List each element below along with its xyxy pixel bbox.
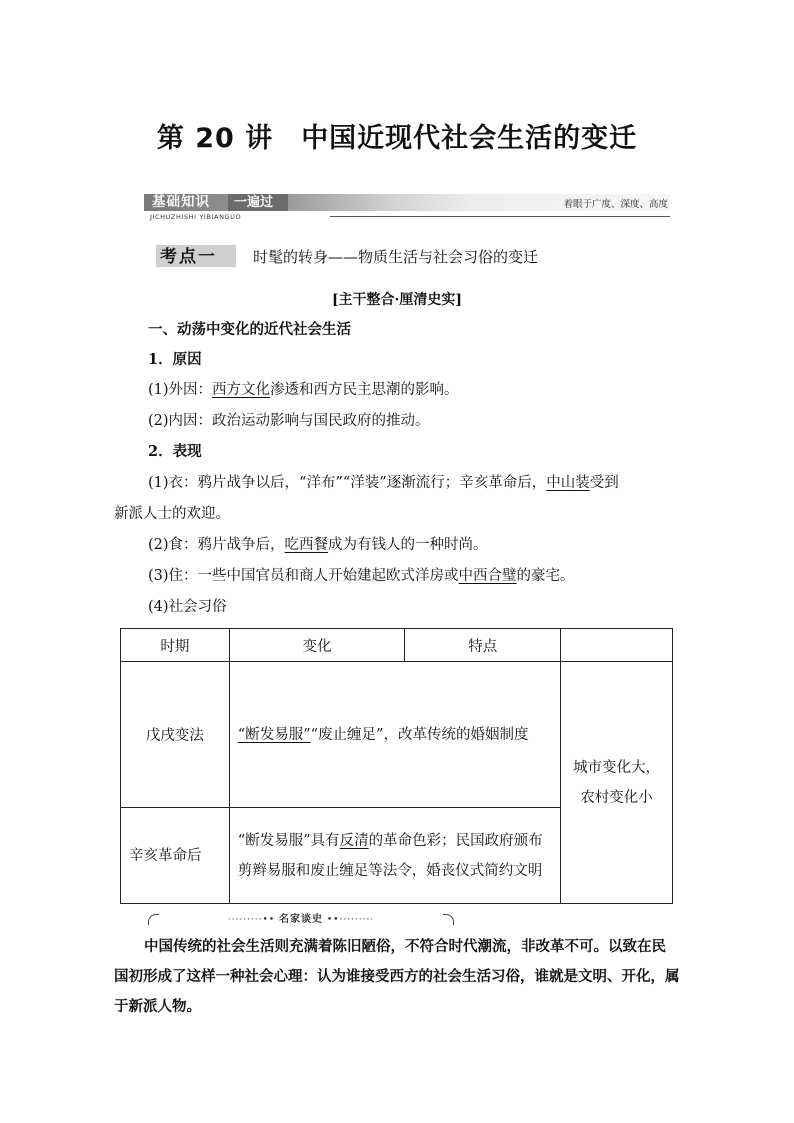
- custom-table: [120, 628, 673, 904]
- mingjia-label: 名家谈史: [279, 914, 323, 925]
- row2-change: “断发易服”具有反清的革命色彩；民国政府颁布剪辫易服和废止缠足等法令，婚丧仪式简约文明: [229, 808, 560, 904]
- section-head: [主干整合·厘清史实]: [331, 292, 463, 308]
- banner-sub-label: 一遍过: [228, 194, 288, 211]
- perf-clothing-cont: 新派人士的欢迎。: [114, 506, 230, 522]
- heading-1: 一、动荡中变化的近代社会生活: [148, 321, 351, 338]
- perf-custom: (4)社会习俗: [148, 599, 227, 615]
- mingjia-divider: ·········•• 名家谈史 ••·········: [148, 908, 454, 922]
- reason-external: (1)外因：西方文化渗透和西方民主思潮的影响。: [148, 382, 459, 398]
- row1-change: “断发易服”“废止缠足”，改革传统的婚姻制度: [229, 662, 560, 808]
- header-change: 变化: [229, 629, 405, 662]
- reason-internal: (2)内因：政治运动影响与国民政府的推动。: [148, 413, 430, 429]
- perf-food: (2)食：鸦片战争后，吃西餐成为有钱人的一种时尚。: [148, 537, 488, 553]
- perf-housing: (3)住：一些中国官员和商人开始建起欧式洋房或中西合璧的豪宅。: [148, 568, 575, 584]
- kaodian-label: 考点一: [160, 247, 217, 267]
- banner-pinyin: JICHUZHISHI YIBIANGUO: [150, 213, 242, 221]
- header-empty: [561, 629, 673, 662]
- quote-paragraph: 中国传统的社会生活则充满着陈旧陋俗，不符合时代潮流，非改革不可。以致在民国初形成了这样一种社会心理：认为谁接受西方的社会生活习俗，谁就是文明、开化，属于新派人物。: [114, 938, 680, 1015]
- banner-main-label: 基础知识: [152, 194, 210, 210]
- feature-cell: 城市变化大，农村变化小: [561, 662, 673, 904]
- banner-divider: [330, 216, 670, 217]
- row1-period: 戊戌变法: [121, 662, 230, 808]
- row2-period: 辛亥革命后: [121, 808, 230, 904]
- kaodian-title: 时髦的转身——物质生活与社会习俗的变迁: [253, 248, 539, 266]
- header-period: 时期: [121, 629, 230, 662]
- page-title: 第 20 讲 中国近现代社会生活的变迁: [156, 123, 638, 154]
- header-feature: 特点: [405, 629, 561, 662]
- banner-tag: 着眼于广度、深度、高度: [563, 199, 668, 210]
- reason-head: 1．原因: [148, 351, 202, 368]
- perf-head: 2．表现: [148, 443, 202, 460]
- perf-clothing: (1)衣：鸦片战争以后，“洋布”“洋装”逐渐流行；辛亥革命后，中山装受到: [148, 475, 619, 491]
